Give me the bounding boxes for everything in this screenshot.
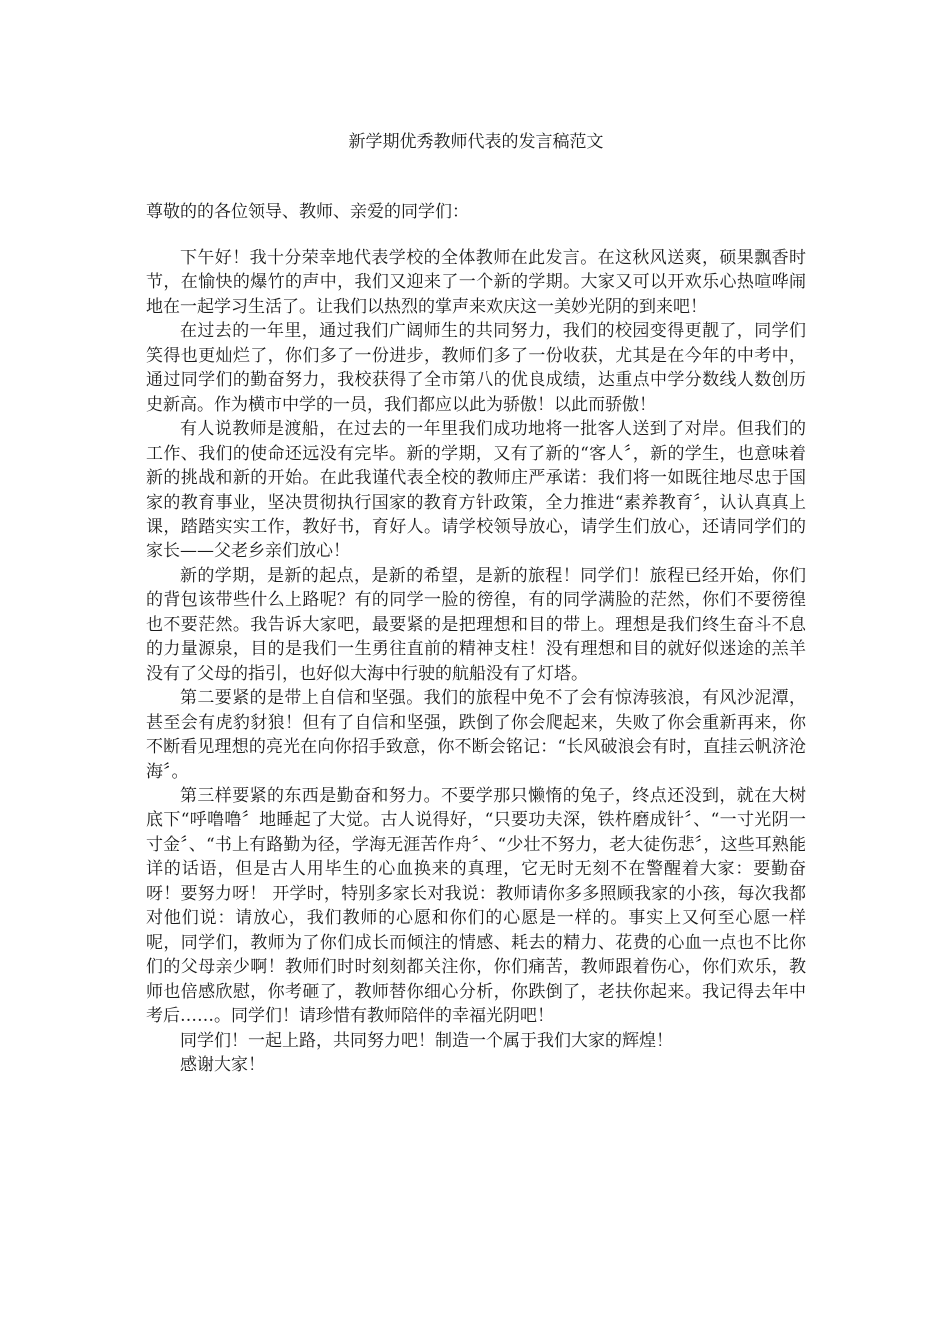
document-page (146, 0, 806, 1077)
paragraph-greeting: 下午好！我十分荣幸地代表学校的全体教师在此发言。在这秋风送爽，硕果飘香时节，在愉快的爆竹的声中，我们又迎来了一个新的学期。大家又可以开欢乐心热喧哗闹地在一起学习生活了。让我们以热烈的掌声来欢庆这一美妙光阴的到来吧！ (146, 248, 806, 317)
document-title: 新学期优秀教师代表的发言稿范文 (348, 132, 604, 152)
paragraph-past-year: 在过去的一年里，通过我们广阔师生的共同努力，我们的校园变得更靓了，同学们笑得也更灿烂了，你们多了一份进步，教师们多了一份收获，尤其是在今年的中考中，通过同学们的勤奋努力，我校获得了全市第八的优良成绩，达重点中学分数线人数创历史新高。作为横市中学的一员，我们都应以此为骄傲！以此而骄傲！ (146, 321, 806, 415)
paragraph-ferry: 有人说教师是渡船，在过去的一年里我们成功地将一批客人送到了对岸。但我们的工作、我们的使命还远没有完毕。新的学期，又有了新的“客人〞，新的学生，也意味着新的挑战和新的开始。在此我谨代表全校的教师庄严承诺：我们将一如既往地尽忠于国家的教育事业，坚决贯彻执行国家的教育方针政策，全力推进“素养教育〞，认认真真上课，踏踏实实工作，教好书，育好人。请学校领导放心，请学生们放心，还请同学们的家长——父老乡亲们放心！ (146, 419, 806, 562)
salutation: 尊敬的的各位领导、教师、亲爱的同学们： (146, 202, 469, 222)
paragraph-confidence: 第二要紧的是带上自信和坚强。我们的旅程中免不了会有惊涛骇浪，有风沙泥潭，甚至会有虎豹豺狼！但有了自信和坚强，跌倒了你会爬起来，失败了你会重新再来，你不断看见理想的亮光在向你招手致意，你不断会铭记：“长风破浪会有时，直挂云帆济沧海〞。 (146, 688, 806, 782)
paragraph-new-term: 新的学期，是新的起点，是新的希望，是新的旅程！同学们！旅程已经开始，你们的背包该带些什么上路呢？有的同学一脸的徬徨，有的同学满脸的茫然，你们不要徬徨也不要茫然。我告诉大家吧，最要紧的是把理想和目的带上。理想是我们终生奋斗不息的力量源泉，目的是我们一生勇往直前的精神支柱！没有理想和目的就好似迷途的羔羊没有了父母的指引，也好似大海中行驶的航船没有了灯塔。 (146, 565, 806, 684)
document-body (146, 246, 806, 1077)
paragraph-thanks: 感谢大家！ (180, 1054, 265, 1075)
paragraph-together: 同学们！一起上路，共同努力吧！制造一个属于我们大家的辉煌！ (180, 1030, 673, 1051)
paragraph-diligence: 第三样要紧的东西是勤奋和努力。不要学那只懒惰的兔子，终点还没到，就在大树底下“呼噜噜〞地睡起了大觉。古人说得好，“只要功夫深，铁杵磨成针〞、“一寸光阴一寸金〞、“书上有路勤为径，学海无涯苦作舟〞、“少壮不努力，老大徒伤悲〞，这些耳熟能详的话语，但是古人用毕生的心血换来的真理，它无时无刻不在警醒着大家：要勤奋呀！要努力呀！ 开学时，特别多家长对我说：教师请你多多照顾我家的小孩，每次我都对他们说：请放心，我们教师的心愿和你们的心愿是一样的。事实上又何至心愿一样呢，同学们，教师为了你们成长而倾注的情感、耗去的精力、花费的心血一点也不比你们的父母亲少啊！教师们时时刻刻都关注你，你们痛苦，教师跟着伤心，你们欢乐，教师也倍感欣慰，你考砸了，教师替你细心分析，你跌倒了，老扶你起来。我记得去年中考后……。同学们！请珍惜有教师陪伴的幸福光阴吧！ (146, 785, 806, 1027)
